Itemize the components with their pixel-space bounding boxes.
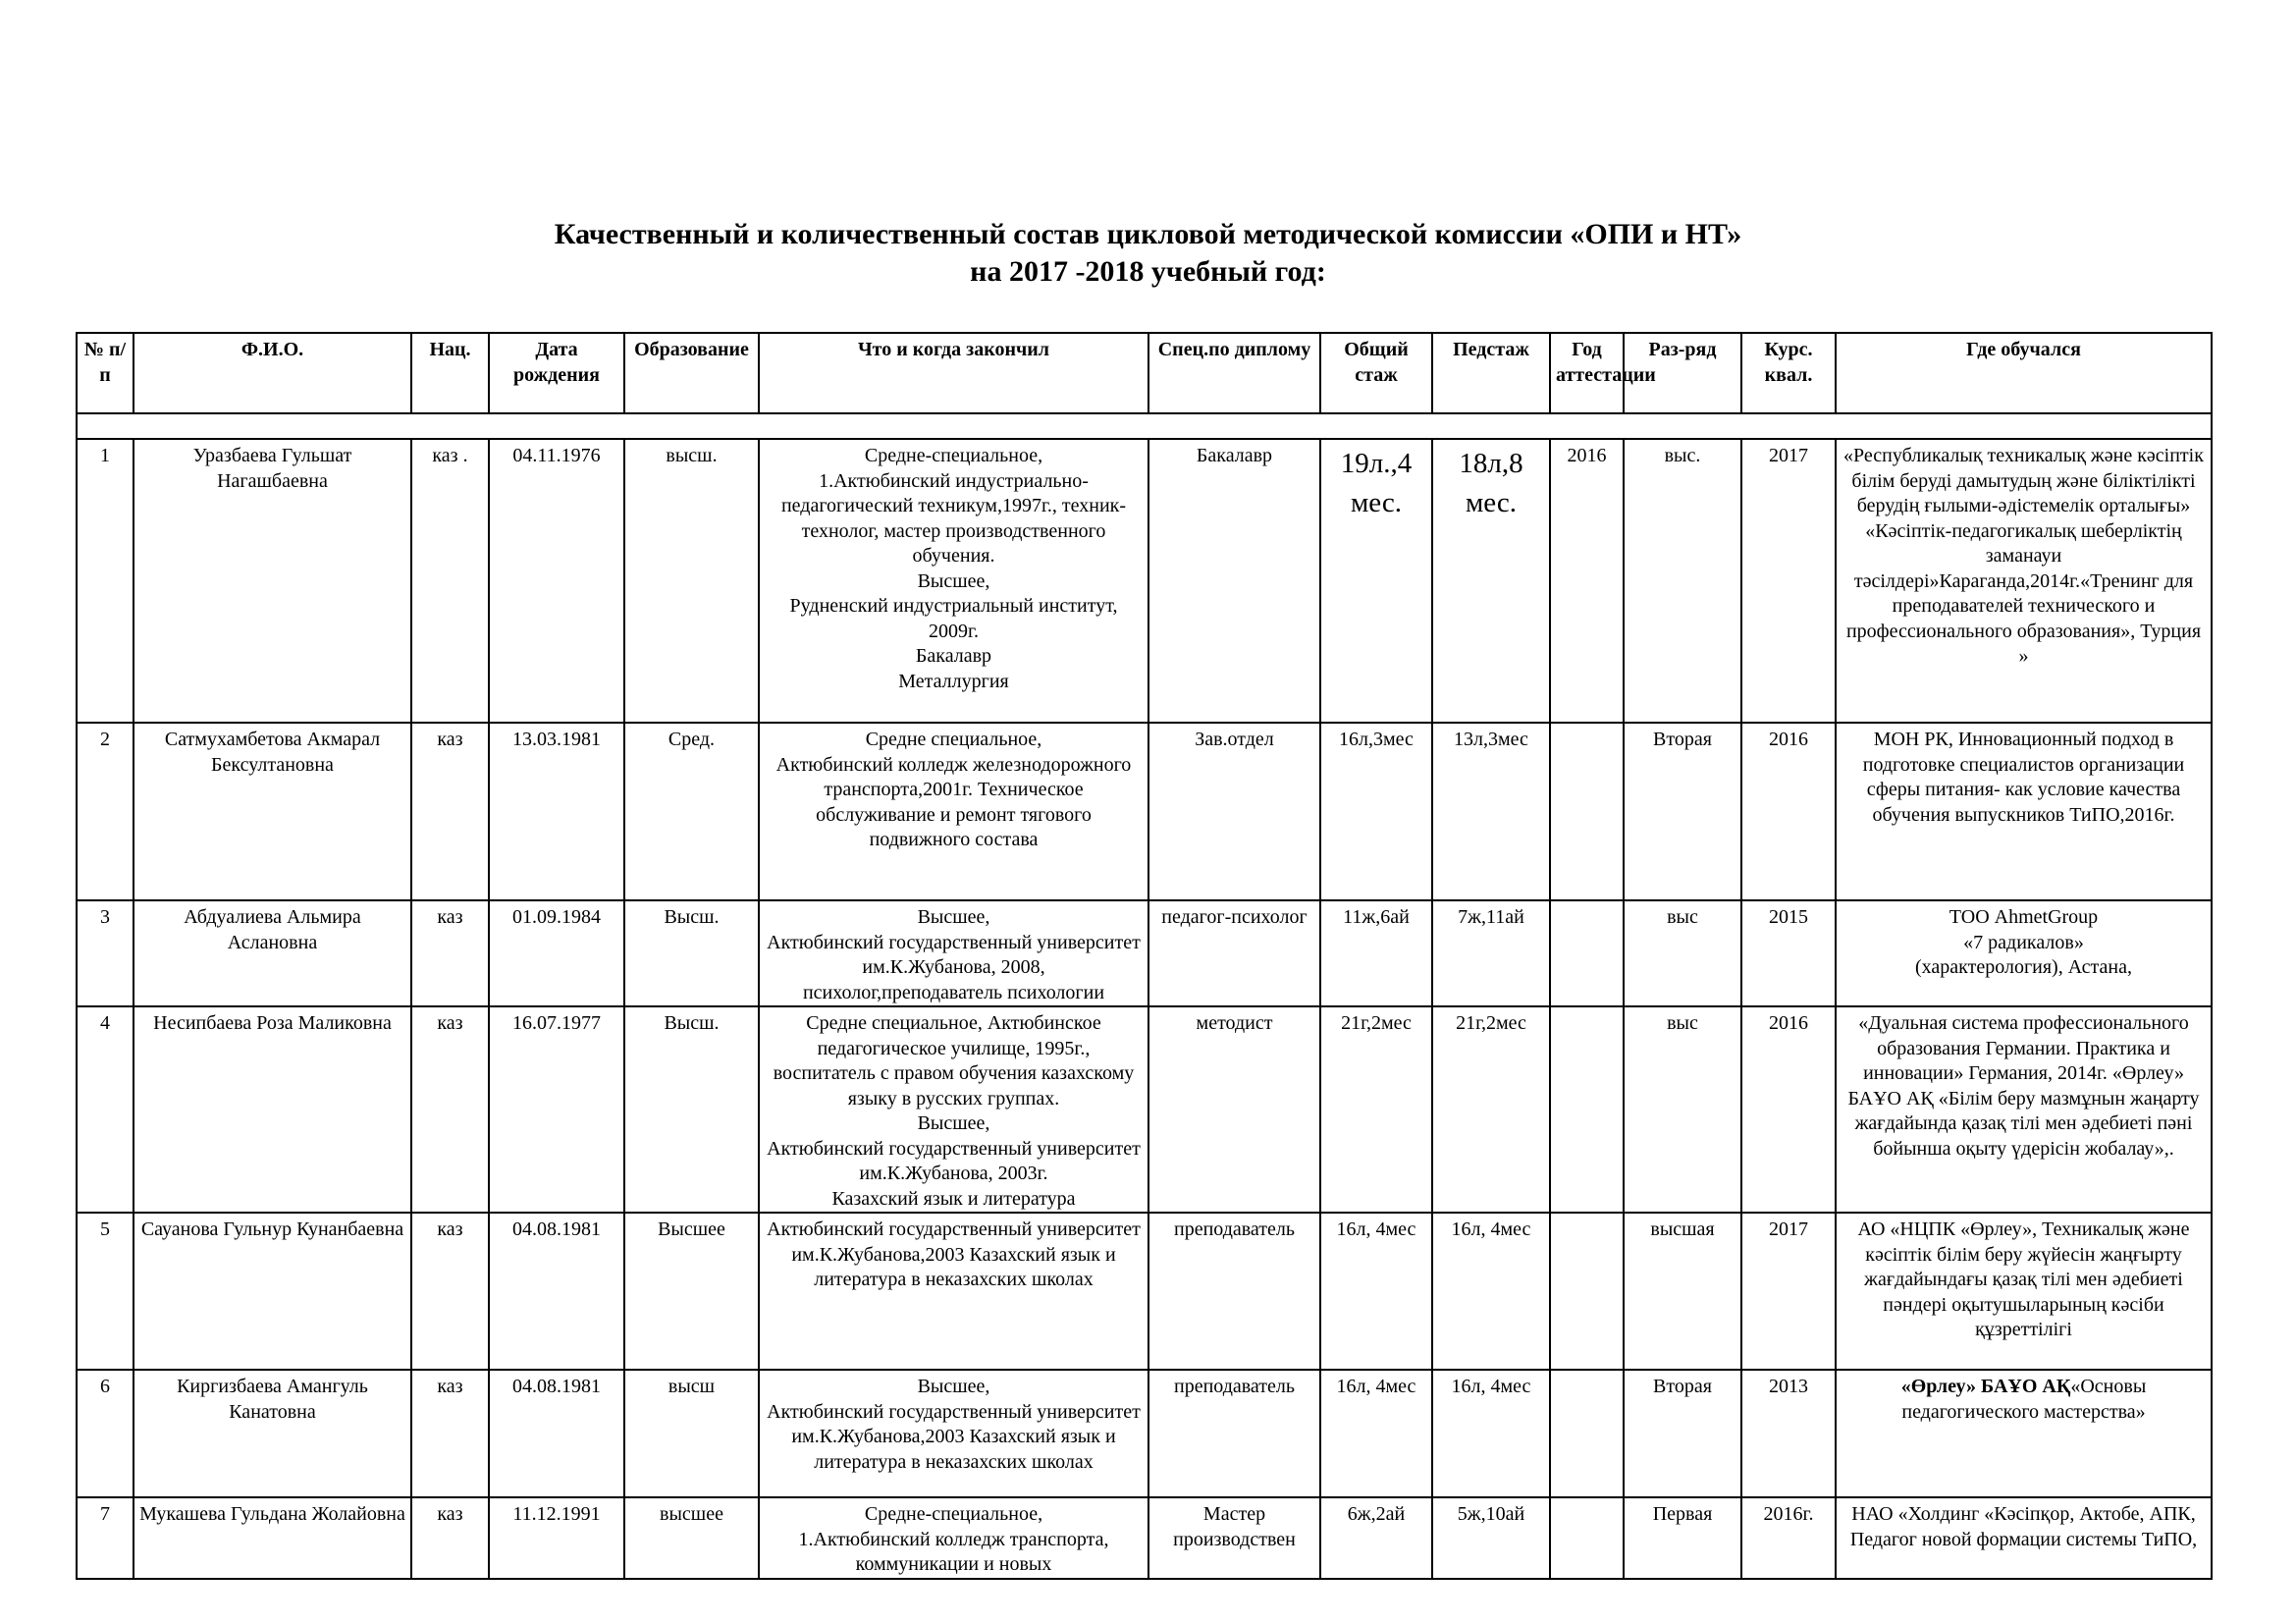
- cell-nationality: каз: [411, 723, 489, 900]
- header-rank: Раз-ряд: [1624, 333, 1741, 413]
- cell-attestation-year: 2016: [1550, 439, 1624, 723]
- cell-nationality: каз: [411, 1370, 489, 1497]
- cell-trained-where: [1836, 1370, 2212, 1497]
- cell-total-experience: 16л, 4мес: [1320, 1213, 1432, 1370]
- cell-teaching-experience: 16л, 4мес: [1432, 1370, 1550, 1497]
- cell-specialty: Бакалавр: [1148, 439, 1320, 723]
- cell-num: 7: [77, 1497, 133, 1579]
- cell-teaching-experience: 18л,8 мес.: [1432, 439, 1550, 723]
- cell-nationality: каз: [411, 1497, 489, 1579]
- header-trained-where: Где обучался: [1836, 333, 2212, 413]
- header-num: № п/п: [77, 333, 133, 413]
- header-name: Ф.И.О.: [133, 333, 411, 413]
- cell-birth-date: 04.08.1981: [489, 1213, 624, 1370]
- cell-course: 2016: [1741, 1006, 1836, 1213]
- cell-course: 2017: [1741, 439, 1836, 723]
- cell-graduated: Средне специальное, Актюбинский колледж железнодорожного транспорта,2001г. Техническое обслуживание и ремонт тягового подвижного состава: [759, 723, 1148, 900]
- cell-specialty: Мастер производствен: [1148, 1497, 1320, 1579]
- title-line-2: на 2017 -2018 учебный год:: [970, 255, 1326, 288]
- cell-attestation-year: [1550, 900, 1624, 1006]
- cell-total-experience: 6ж,2ай: [1320, 1497, 1432, 1579]
- cell-graduated: Средне специальное, Актюбинское педагогическое училище, 1995г., воспитатель с правом обучения казахскому языку в русских группах. Высшее, Актюбинский государственный университет им.К.Жубанова, 2003г. Казахский язык и литература: [759, 1006, 1148, 1213]
- cell-name: Несипбаева Роза Маликовна: [133, 1006, 411, 1213]
- cell-num: 3: [77, 900, 133, 1006]
- cell-rank: выс.: [1624, 439, 1741, 723]
- cell-total-experience: 11ж,6ай: [1320, 900, 1432, 1006]
- cell-specialty: преподаватель: [1148, 1213, 1320, 1370]
- cell-total-experience: 16л,3мес: [1320, 723, 1432, 900]
- header-specialty: Спец.по диплому: [1148, 333, 1320, 413]
- cell-nationality: каз: [411, 1213, 489, 1370]
- cell-teaching-experience: 7ж,11ай: [1432, 900, 1550, 1006]
- table-row: [77, 900, 2212, 1006]
- cell-teaching-experience: 21г,2мес: [1432, 1006, 1550, 1213]
- cell-birth-date: 04.11.1976: [489, 439, 624, 723]
- cell-name: Уразбаева Гульшат Нагашбаевна: [133, 439, 411, 723]
- table-row: [77, 1370, 2212, 1497]
- cell-graduated: Актюбинский государственный университет им.К.Жубанова,2003 Казахский язык и литература в неказахских школах: [759, 1213, 1148, 1370]
- cell-num: 5: [77, 1213, 133, 1370]
- header-education: Образование: [624, 333, 759, 413]
- cell-total-experience: 21г,2мес: [1320, 1006, 1432, 1213]
- trained-where-course: «Основы педагогического мастерства»: [1901, 1376, 2147, 1423]
- cell-course: 2013: [1741, 1370, 1836, 1497]
- cell-name: Мукашева Гульдана Жолайовна: [133, 1497, 411, 1579]
- table-row: [77, 1006, 2212, 1213]
- header-total-experience: Общий стаж: [1320, 333, 1432, 413]
- cell-course: 2017: [1741, 1213, 1836, 1370]
- header-attestation-year: Год аттестации: [1550, 333, 1624, 413]
- cell-specialty: методист: [1148, 1006, 1320, 1213]
- cell-total-experience: 19л.,4 мес.: [1320, 439, 1432, 723]
- header-teaching-experience: Педстаж: [1432, 333, 1550, 413]
- header-nationality: Нац.: [411, 333, 489, 413]
- cell-education: высш: [624, 1370, 759, 1497]
- cell-specialty: педагог-психолог: [1148, 900, 1320, 1006]
- header-course: Курс. квал.: [1741, 333, 1836, 413]
- cell-specialty: Зав.отдел: [1148, 723, 1320, 900]
- cell-num: 2: [77, 723, 133, 900]
- cell-attestation-year: [1550, 1213, 1624, 1370]
- cell-nationality: каз .: [411, 439, 489, 723]
- cell-rank: Первая: [1624, 1497, 1741, 1579]
- cell-attestation-year: [1550, 1006, 1624, 1213]
- cell-name: Сауанова Гульнур Кунанбаевна: [133, 1213, 411, 1370]
- cell-education: Высшее: [624, 1213, 759, 1370]
- cell-rank: Вторая: [1624, 1370, 1741, 1497]
- cell-name: Киргизбаева Амангуль Канатовна: [133, 1370, 411, 1497]
- table-row: [77, 1497, 2212, 1579]
- cell-total-experience: 16л, 4мес: [1320, 1370, 1432, 1497]
- cell-graduated: Высшее, Актюбинский государственный университет им.К.Жубанова,2003 Казахский язык и литература в неказахских школах: [759, 1370, 1148, 1497]
- cell-num: 6: [77, 1370, 133, 1497]
- cell-education: Высш.: [624, 1006, 759, 1213]
- cell-education: Высш.: [624, 900, 759, 1006]
- cell-name: Абдуалиева Альмира Аслановна: [133, 900, 411, 1006]
- cell-graduated: Средне-специальное, 1.Актюбинский колледж транспорта, коммуникации и новых: [759, 1497, 1148, 1579]
- spacer-cell: [77, 413, 2212, 439]
- cell-teaching-experience: 13л,3мес: [1432, 723, 1550, 900]
- cell-attestation-year: [1550, 723, 1624, 900]
- cell-specialty: преподаватель: [1148, 1370, 1320, 1497]
- cell-birth-date: 16.07.1977: [489, 1006, 624, 1213]
- cell-birth-date: 04.08.1981: [489, 1370, 624, 1497]
- table-row: [77, 439, 2212, 723]
- cell-attestation-year: [1550, 1497, 1624, 1579]
- cell-graduated: Средне-специальное, 1.Актюбинский индустриально-педагогический техникум,1997г., техник-технолог, мастер производственного обучения. Высшее, Рудненский индустриальный институт, 2009г. Бакалавр Металлургия: [759, 439, 1148, 723]
- cell-education: высшее: [624, 1497, 759, 1579]
- cell-num: 4: [77, 1006, 133, 1213]
- cell-num: 1: [77, 439, 133, 723]
- cell-trained-where: МОН РК, Инновационный подход в подготовке специалистов организации сферы питания- как условие качества обучения выпускников ТиПО,2016г.: [1836, 723, 2212, 900]
- cell-trained-where: «Республикалық техникалық және кәсіптік білім беруді дамытудың және біліктілікті берудің ғылыми-әдістемелік орталығы» «Кәсіптік-педагогикалық шеберліктің заманауи тәсілдері»Караганда,2014г.«Тренинг для преподавателей технического и профессионального образования», Турция »: [1836, 439, 2212, 723]
- cell-course: 2015: [1741, 900, 1836, 1006]
- cell-birth-date: 01.09.1984: [489, 900, 624, 1006]
- header-graduated: Что и когда закончил: [759, 333, 1148, 413]
- cell-nationality: каз: [411, 900, 489, 1006]
- cell-trained-where: «Дуальная система профессионального образования Германии. Практика и инновации» Германия, 2014г. «Өрлеу» БАҰО АҚ «Білім беру мазмұнын жаңарту жағдайында қазақ тілі мен әдебиеті пәні бойынша оқыту үдерісін жобалау»,.: [1836, 1006, 2212, 1213]
- cell-trained-where: ТОО AhmetGroup «7 радикалов» (характерология), Астана,: [1836, 900, 2212, 1006]
- cell-rank: выс: [1624, 900, 1741, 1006]
- header-birth-date: Дата рождения: [489, 333, 624, 413]
- cell-education: высш.: [624, 439, 759, 723]
- cell-course: 2016г.: [1741, 1497, 1836, 1579]
- cell-rank: Вторая: [1624, 723, 1741, 900]
- staff-table: [76, 332, 2213, 1580]
- document-title: [0, 216, 2296, 291]
- cell-teaching-experience: 5ж,10ай: [1432, 1497, 1550, 1579]
- cell-birth-date: 13.03.1981: [489, 723, 624, 900]
- cell-trained-where: АО «НЦПК «Өрлеу», Техникалық және кәсіптік білім беру жүйесін жаңғырту жағдайындағы қазақ тілі мен әдебиеті пәндері оқытушыларының кәсіби құзреттілігі: [1836, 1213, 2212, 1370]
- table-row: [77, 723, 2212, 900]
- cell-course: 2016: [1741, 723, 1836, 900]
- cell-graduated: Высшее, Актюбинский государственный университет им.К.Жубанова, 2008, психолог,преподаватель психологии: [759, 900, 1148, 1006]
- cell-education: Сред.: [624, 723, 759, 900]
- cell-birth-date: 11.12.1991: [489, 1497, 624, 1579]
- table-header-row: [77, 333, 2212, 413]
- cell-teaching-experience: 16л, 4мес: [1432, 1213, 1550, 1370]
- cell-rank: высшая: [1624, 1213, 1741, 1370]
- title-line-1: Качественный и количественный состав цикловой методической комиссии «ОПИ и НТ»: [554, 218, 1742, 250]
- table-row: [77, 1213, 2212, 1370]
- cell-trained-where: НАО «Холдинг «Кәсіпқор, Актобе, АПК, Педагог новой формации системы ТиПО,: [1836, 1497, 2212, 1579]
- table-spacer-row: [77, 413, 2212, 439]
- cell-nationality: каз: [411, 1006, 489, 1213]
- trained-where-org: «Өрлеу» БАҰО АҚ: [1900, 1376, 2071, 1397]
- cell-name: Сатмухамбетова Акмарал Бексултановна: [133, 723, 411, 900]
- cell-rank: выс: [1624, 1006, 1741, 1213]
- cell-attestation-year: [1550, 1370, 1624, 1497]
